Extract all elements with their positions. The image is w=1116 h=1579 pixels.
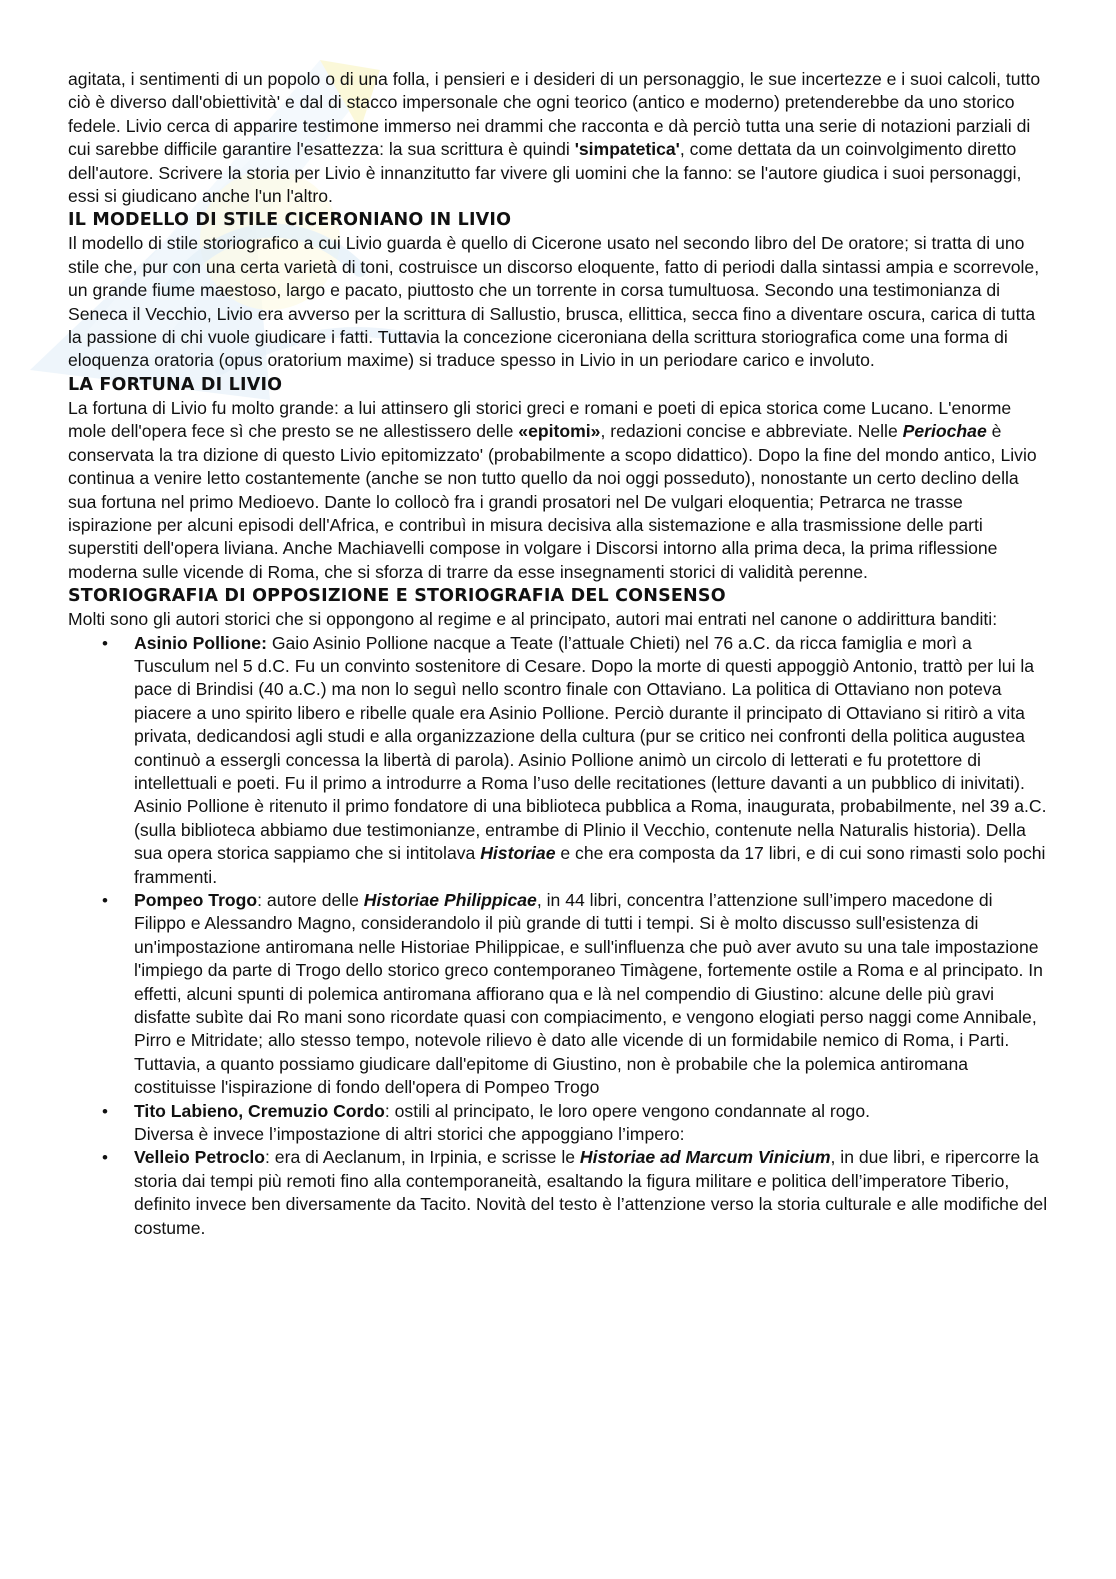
heading-fortuna-livio: LA FORTUNA DI LIVIO xyxy=(68,374,283,395)
heading-storiografia: STORIOGRAFIA DI OPPOSIZIONE E STORIOGRAFIA DEL CONSENSO xyxy=(68,586,726,607)
item-name: Asinio Pollione: xyxy=(134,632,267,653)
item-text-2: Diversa è invece l’impostazione di altri storici che appoggiano l’impero: xyxy=(134,1124,685,1145)
fortuna-text-1: La fortuna di Livio fu molto grande: a lui attinsero gli storici greci e romani e poeti di epica storica come Lucano. L'enorme mole dell'opera fece sì che presto se ne allestissero delle xyxy=(68,397,1012,442)
item-name: Tito Labieno, Cremuzio Cordo xyxy=(134,1100,385,1121)
item-text-2: , in 44 libri, concentra l’attenzione sull’impero macedone di Filippo e Alessandro Magno, considerandolo il più grande di tutti i tempi. Si è molto discusso sull'esistenza di un'impostazione antiromana nelle Historiae Philippicae, e sull'influenza che può aver avuto su una tale impostazione l'impiego da parte di Trogo dello storico greco contemporaneo Timàgene, fortemente ostile a Roma e al principato. In effetti, alcuni spunti di polemica antiromana affiorano qua e là nel compendio di Giustino: alcune delle più gravi disfatte subìte dai Ro mani sono ricordate quasi con compiacimento, e vengono elogiati perso naggi come Annibale, Pirro e Mitridate; allo stesso tempo, notevole rilievo è dato alle vicende di un formidabile nemico di Roma, i Parti. Tuttavia, a quanto possiamo giudicare dall'epitome di Giustino, non è probabile che la polemica antiromana costituisse l'ispirazione di fondo dell'opera di Pompeo Trogo xyxy=(134,890,1043,1098)
fortuna-text-2: , redazioni concise e abbreviate. Nelle xyxy=(600,421,903,442)
paragraph-fortuna-livio xyxy=(68,397,1048,584)
item-work-title: Historiae xyxy=(480,843,556,864)
item-text-2: , in due libri, e ripercorre la storia dai tempi più remoti fino alla contemporaneità, esaltando la figura militare e politica dell’imperatore Tiberio, definito invece ben diversamente da Tacito. Novità del testo è l’attenzione verso la storia culturale e alle modifiche del costume. xyxy=(134,1147,1048,1238)
list-item-asinio-pollione xyxy=(134,632,1048,889)
paragraph-storiografia-intro: Molti sono gli autori storici che si oppongono al regime e al principato, autori mai entrati nel canone o addirittura banditi: xyxy=(68,609,998,630)
list-item-labieno-cordo xyxy=(134,1100,1048,1147)
item-text-1: : era di Aeclanum, in Irpinia, e scrisse le xyxy=(265,1147,580,1168)
item-text-1: Gaio Asinio Pollione nacque a Teate (l’attuale Chieti) nel 76 a.C. da ricca famiglia e morì a Tusculum nel 5 d.C. Fu un convinto sostenitore di Cesare. Dopo la morte di questi appoggiò Antonio, trattò per lui la pace di Brindisi (40 a.C.) ma non lo seguì nello scontro finale con Ottaviano. La politica di Ottaviano non poteva piacere a uno spirito libero e ribelle quale era Asinio Pollione. Perciò durante il principato di Ottaviano si ritirò a vita privata, dedicandosi agli studi e alla organizzazione della cultura (pur se critico nei confronti della politica augustea continuò a essergli concessa la libertà di parola). Asinio Pollione animò un circolo di letterati e fu protettore di intellettuali e poeti. Fu il primo a introdurre a Roma l’uso delle recitationes (letture davanti a un pubblico di inivitati). Asinio Pollione è ritenuto il primo fondatore di una biblioteca pubblica a Roma, inaugurata, probabilmente, nel 39 a.C. (sulla biblioteca abbiamo due testimonianze, entrambe di Plinio il Vecchio, contenute nella Naturalis historia). Della sua opera storica sappiamo che si intitolava xyxy=(134,632,1047,864)
intro-paragraph xyxy=(68,68,1048,208)
intro-text-1: agitata, i sentimenti di un popolo o di una folla, i pensieri e i desideri di un personaggio, le sue incertezze e i suoi calcoli, tutto ciò è diverso dall'obiettività' e dal di stacco impersonale che ogni teorico (antico e moderno) pretenderebbe da uno storico fedele. Livio cerca di apparire testimone immerso nei drammi che racconta e dà perciò tutta una serie di notazioni parziali di cui sarebbe difficile garantire l'esattezza: la sua scrittura è quindi xyxy=(68,69,1041,160)
historians-list xyxy=(68,632,1048,1241)
list-item-velleio-petroclo xyxy=(134,1146,1048,1240)
paragraph-modello-stile: Il modello di stile storiografico a cui Livio guarda è quello di Cicerone usato nel secondo libro del De oratore; si tratta di uno stile che, pur con una certa varietà di toni, costruisce un discorso eloquente, fatto di periodi dalla sintassi ampia e scorrevole, un grande fiume maestoso, largo e pacato, piuttosto che un torrente in corsa tumultuosa. Secondo una testimonianza di Seneca il Vecchio, Livio era avverso per la scrittura di Sallustio, brusca, ellittica, secca fino a diventare oscura, carica di tutta la passione di chi vuole giudicare i fatti. Tuttavia la concezione ciceroniana della scrittura storiografica come una forma di eloquenza oratoria (opus oratorium maxime) si traduce spesso in Livio in un periodare carico e involuto. xyxy=(68,233,1040,371)
list-item-pompeo-trogo xyxy=(134,889,1048,1100)
item-name: Velleio Petroclo xyxy=(134,1147,266,1168)
item-name: Pompeo Trogo xyxy=(134,890,258,910)
item-text-1: : autore delle xyxy=(257,890,364,910)
item-work-title: Historiae Philippicae xyxy=(363,890,537,910)
document-page xyxy=(68,68,1048,1240)
item-text-1: : ostili al principato, le loro opere vengono condannate al rogo. xyxy=(384,1100,871,1121)
heading-modello-stile: IL MODELLO DI STILE CICERONIANO IN LIVIO xyxy=(68,210,512,231)
intro-text-2: , come dettata da un coinvolgimento diretto dell'autore. Scrivere la storia per Livio è innanzitutto far vivere gli uomini che la fanno: se l'autore giudica i suoi personaggi, essi si giudicano anche l'un l'altro. xyxy=(68,139,1022,207)
fortuna-bolditalic-periochae: Periochae xyxy=(902,421,987,442)
fortuna-bold-epitomi: «epitomi» xyxy=(518,421,601,442)
intro-bold-simpatetica: 'simpatetica' xyxy=(574,139,680,160)
item-work-title: Historiae ad Marcum Vinicium xyxy=(579,1147,831,1168)
fortuna-text-3: è conservata la tra dizione di questo Livio epitomizzato' (probabilmente a scopo didattico). Dopo la fine del mondo antico, Livio continua a venire letto costantemente (anche se non tutto quello da noi oggi posseduto), nonostante un certo declino della sua fortuna nel primo Medioevo. Dante lo collocò fra i grandi prosatori nel De vulgari eloquentia; Petrarca ne trasse ispirazione per alcuni episodi dell'Africa, e contribuì in misura decisiva alla sistemazione e alla trasmissione delle parti superstiti dell'opera liviana. Anche Machiavelli compose in volgare i Discorsi intorno alla prima deca, la prima riflessione moderna sulle vicende di Roma, che si sforza di trarre da esse insegnamenti storici di validità perenne. xyxy=(68,421,1037,582)
item-text-2: e che era composta da 17 libri, e di cui sono rimasti solo pochi frammenti. xyxy=(134,843,1046,887)
